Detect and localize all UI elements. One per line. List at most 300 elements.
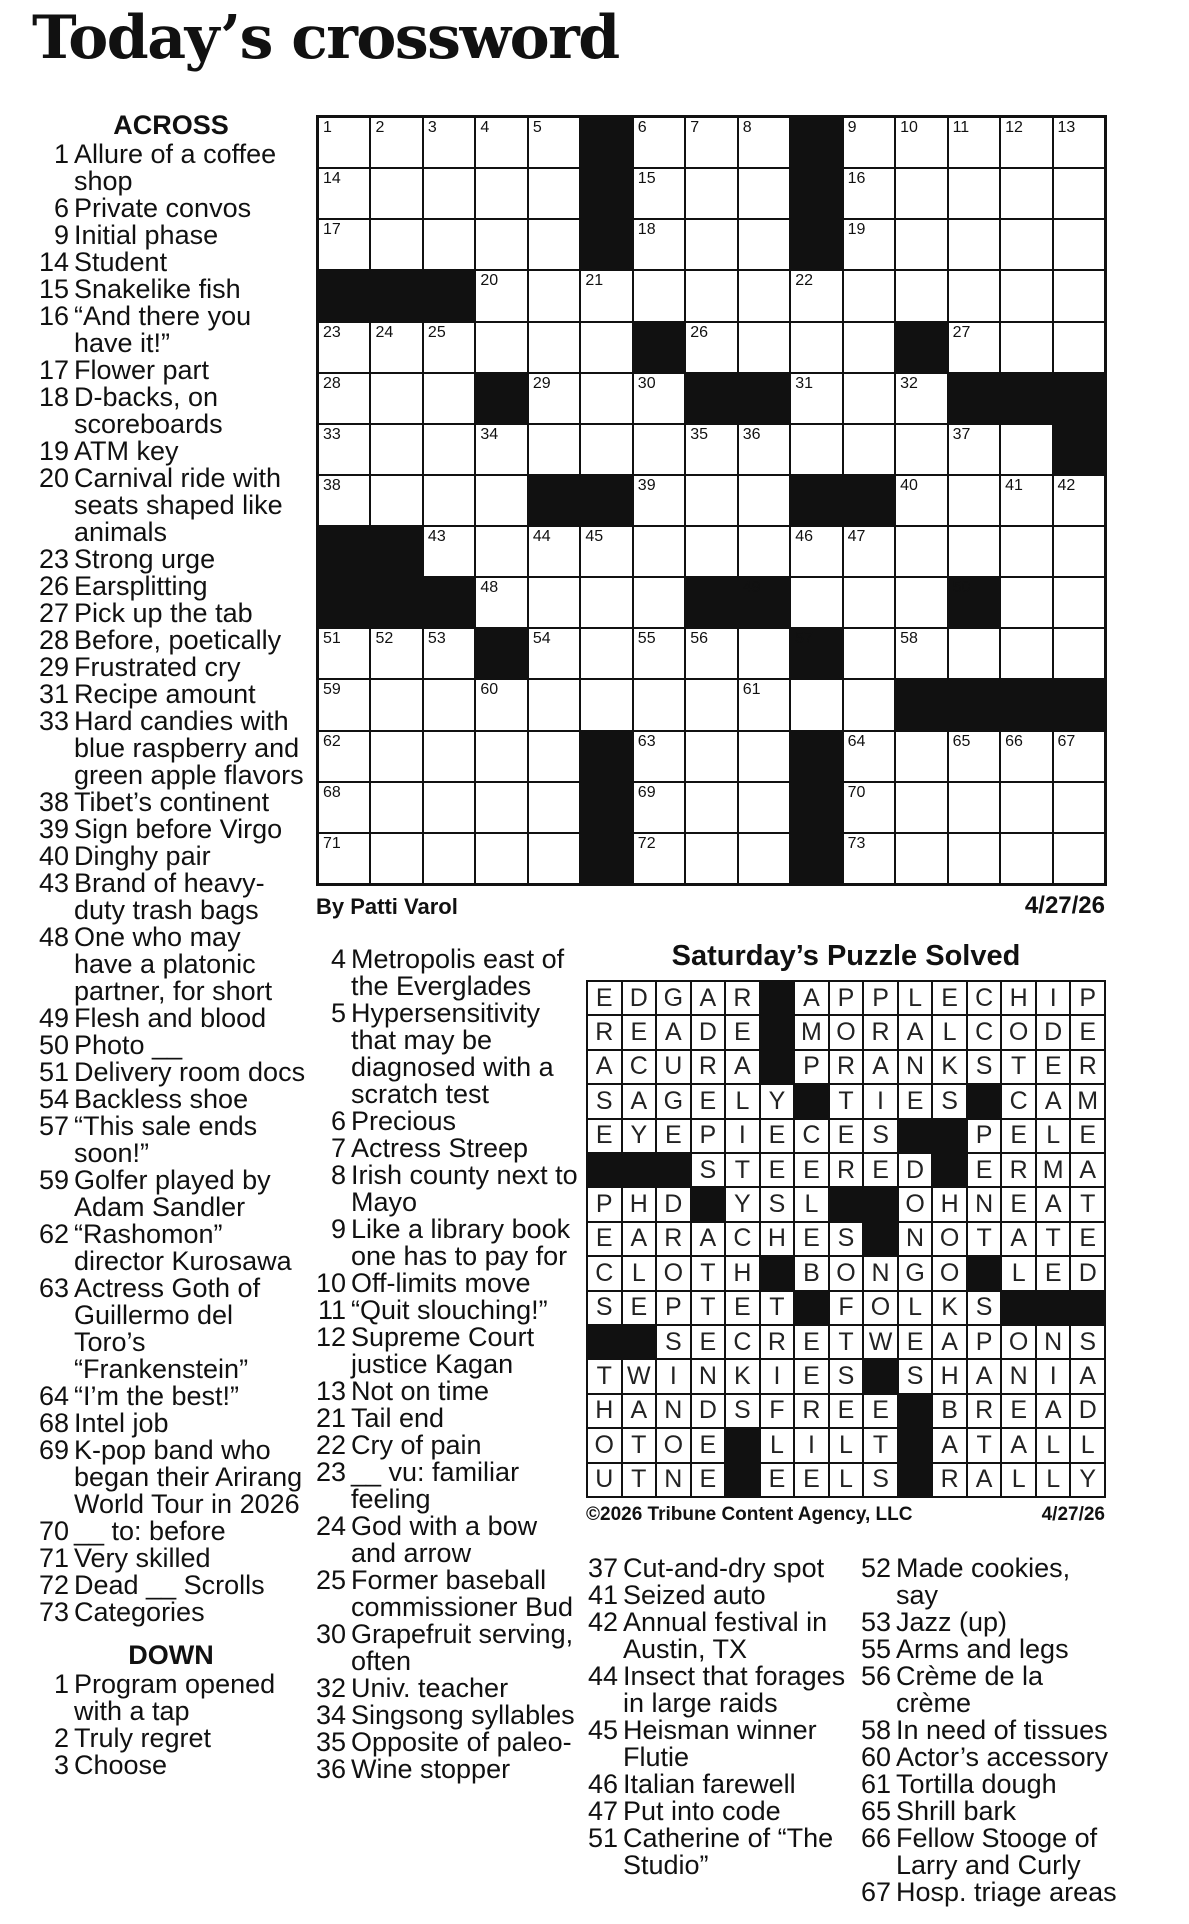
solution-letter: C bbox=[968, 1016, 1001, 1048]
cell-number: 49 bbox=[742, 579, 761, 597]
clue-item bbox=[858, 1825, 1118, 1879]
grid-cell bbox=[634, 680, 684, 729]
clue-text: Fellow Stooge of Larry and Curly bbox=[896, 1823, 1098, 1880]
solution-letter: O bbox=[1002, 1016, 1035, 1048]
grid-cell bbox=[949, 732, 999, 781]
grid-cell bbox=[844, 169, 894, 218]
grid-cell bbox=[739, 271, 789, 320]
solution-letter: T bbox=[864, 1429, 897, 1461]
solution-letter: P bbox=[864, 982, 897, 1014]
grid-cell bbox=[371, 169, 421, 218]
clue-number: 69 bbox=[38, 1435, 69, 1465]
grid-cell bbox=[791, 323, 841, 372]
solution-letter: L bbox=[1002, 1257, 1035, 1289]
black-square bbox=[371, 527, 421, 576]
clue-number: 36 bbox=[315, 1754, 346, 1784]
clue-number: 51 bbox=[38, 1057, 69, 1087]
solution-letter: S bbox=[657, 1326, 690, 1358]
black-square bbox=[791, 783, 841, 832]
solution-letter: P bbox=[1071, 982, 1104, 1014]
solution-black-square bbox=[864, 1188, 897, 1220]
clue-item bbox=[313, 946, 578, 1000]
cell-number: 8 bbox=[742, 119, 752, 136]
grid-cell bbox=[844, 783, 894, 832]
clue-item bbox=[36, 627, 306, 654]
solution-letter: Y bbox=[761, 1085, 794, 1117]
solution-letter: R bbox=[761, 1326, 794, 1358]
solution-letter: M bbox=[1071, 1085, 1104, 1117]
solution-letter: S bbox=[588, 1085, 621, 1117]
solution-letter: R bbox=[864, 1016, 897, 1048]
grid-cell bbox=[319, 220, 369, 269]
grid-cell bbox=[424, 118, 474, 167]
solution-letter: W bbox=[623, 1360, 656, 1392]
black-square bbox=[1001, 374, 1051, 423]
solution-letter: F bbox=[761, 1395, 794, 1427]
clue-text: Backless shoe bbox=[74, 1084, 249, 1114]
grid-cell bbox=[371, 323, 421, 372]
grid-cell bbox=[844, 578, 894, 627]
solution-letter: E bbox=[1071, 1120, 1104, 1152]
solution-letter: R bbox=[692, 1051, 725, 1083]
clue-text: Singsong syllables bbox=[351, 1700, 575, 1730]
cell-number: 5 bbox=[532, 119, 542, 136]
clue-text: Brand of heavy-duty trash bags bbox=[74, 868, 265, 925]
grid-cell bbox=[424, 323, 474, 372]
solution-letter: A bbox=[795, 982, 828, 1014]
cell-number: 39 bbox=[637, 476, 656, 494]
grid-cell bbox=[371, 680, 421, 729]
clue-number: 6 bbox=[330, 1106, 346, 1136]
solution-black-square bbox=[623, 1154, 656, 1186]
grid-cell bbox=[581, 527, 631, 576]
grid-cell bbox=[896, 783, 946, 832]
grid-cell bbox=[424, 169, 474, 218]
clue-text: One who may have a platonic partner, for short bbox=[74, 922, 273, 1006]
solution-letter: L bbox=[899, 1292, 932, 1324]
solution-letter: H bbox=[726, 1257, 759, 1289]
grid-cell bbox=[844, 323, 894, 372]
grid-cell bbox=[1001, 578, 1051, 627]
grid-cell bbox=[896, 220, 946, 269]
solution-black-square bbox=[968, 1257, 1001, 1289]
clue-item bbox=[36, 1221, 306, 1275]
solution-letter: E bbox=[761, 1154, 794, 1186]
solution-letter: A bbox=[588, 1051, 621, 1083]
clue-item bbox=[313, 1513, 578, 1567]
clue-number: 32 bbox=[315, 1673, 346, 1703]
clue-item bbox=[313, 1000, 578, 1108]
solution-letter: E bbox=[864, 1395, 897, 1427]
black-square bbox=[949, 680, 999, 729]
solution-letter: S bbox=[968, 1292, 1001, 1324]
clue-text: Carnival ride with seats shaped like animals bbox=[74, 463, 283, 547]
grid-cell bbox=[634, 834, 684, 883]
cell-number: 42 bbox=[1057, 476, 1076, 494]
solution-letter: K bbox=[726, 1360, 759, 1392]
clue-item bbox=[858, 1663, 1118, 1717]
clue-text: __ to: before bbox=[74, 1516, 226, 1546]
black-square bbox=[791, 476, 841, 525]
grid-cell bbox=[424, 220, 474, 269]
cell-number: 15 bbox=[637, 170, 656, 188]
clue-text: Off-limits move bbox=[351, 1268, 531, 1298]
solution-letter: E bbox=[1002, 1188, 1035, 1220]
solution-letter: F bbox=[830, 1292, 863, 1324]
clue-number: 58 bbox=[860, 1715, 891, 1745]
solution-letter: E bbox=[657, 1120, 690, 1152]
clue-text: Frustrated cry bbox=[74, 652, 241, 682]
grid-cell bbox=[634, 783, 684, 832]
black-square bbox=[1054, 425, 1104, 474]
clue-item bbox=[585, 1717, 855, 1771]
solution-letter: A bbox=[1071, 1360, 1104, 1392]
black-square bbox=[476, 374, 526, 423]
grid-cell bbox=[896, 527, 946, 576]
grid-cell bbox=[529, 578, 579, 627]
solution-letter: R bbox=[1071, 1051, 1104, 1083]
clue-item bbox=[36, 1032, 306, 1059]
solution-letter: L bbox=[726, 1085, 759, 1117]
grid-cell bbox=[476, 169, 526, 218]
grid-cell bbox=[844, 680, 894, 729]
across-header: ACROSS bbox=[113, 110, 229, 140]
clue-item bbox=[858, 1798, 1118, 1825]
solution-letter: E bbox=[623, 1292, 656, 1324]
cell-number: 43 bbox=[427, 528, 446, 546]
grid-cell bbox=[371, 476, 421, 525]
solution-letter: I bbox=[1037, 982, 1070, 1014]
clue-item bbox=[36, 708, 306, 789]
solution-letter: K bbox=[933, 1292, 966, 1324]
grid-cell bbox=[581, 629, 631, 678]
page-title: Today’s crossword bbox=[32, 3, 619, 73]
solution-black-square bbox=[968, 1085, 1001, 1117]
cell-number: 26 bbox=[690, 323, 709, 341]
solution-letter: A bbox=[726, 1051, 759, 1083]
grid-cell bbox=[581, 271, 631, 320]
solution-letter: E bbox=[761, 1120, 794, 1152]
solution-letter: L bbox=[1071, 1429, 1104, 1461]
clue-number: 1 bbox=[53, 1669, 69, 1699]
black-square bbox=[791, 629, 841, 678]
puzzle-date: 4/27/26 bbox=[1024, 892, 1105, 919]
grid-cell bbox=[896, 629, 946, 678]
clue-number: 4 bbox=[330, 944, 346, 974]
solution-letter: E bbox=[726, 1016, 759, 1048]
clue-number: 13 bbox=[315, 1376, 346, 1406]
cell-number: 44 bbox=[532, 528, 551, 546]
cell-number: 58 bbox=[900, 630, 918, 648]
solution-letter: L bbox=[899, 982, 932, 1014]
solution-letter: N bbox=[968, 1188, 1001, 1220]
solution-letter: A bbox=[1037, 1085, 1070, 1117]
across-clue-list bbox=[36, 141, 306, 1626]
grid-cell bbox=[949, 271, 999, 320]
solution-letter: G bbox=[899, 1257, 932, 1289]
cell-number: 24 bbox=[375, 323, 394, 341]
cell-number: 47 bbox=[847, 528, 866, 546]
cell-number: 27 bbox=[952, 323, 971, 341]
grid-cell bbox=[1054, 527, 1104, 576]
solution-letter: A bbox=[692, 1223, 725, 1255]
grid-cell bbox=[319, 732, 369, 781]
solution-letter: I bbox=[761, 1360, 794, 1392]
grid-cell bbox=[949, 220, 999, 269]
clue-item bbox=[36, 600, 306, 627]
clue-number: 65 bbox=[860, 1796, 891, 1826]
cell-number: 59 bbox=[323, 681, 341, 699]
cell-number: 32 bbox=[900, 374, 918, 392]
clue-number: 5 bbox=[330, 998, 346, 1028]
grid-cell bbox=[844, 118, 894, 167]
grid-cell bbox=[1054, 271, 1104, 320]
grid-cell bbox=[844, 374, 894, 423]
clue-item bbox=[313, 1702, 578, 1729]
solution-letter: A bbox=[968, 1360, 1001, 1392]
grid-cell bbox=[844, 629, 894, 678]
solution-letter: T bbox=[1071, 1188, 1104, 1220]
solution-letter: D bbox=[623, 982, 656, 1014]
solution-letter: T bbox=[623, 1464, 656, 1496]
clue-item bbox=[313, 1675, 578, 1702]
clue-item bbox=[36, 870, 306, 924]
cell-number: 71 bbox=[323, 834, 341, 852]
solution-letter: E bbox=[692, 1326, 725, 1358]
solution-letter: A bbox=[899, 1016, 932, 1048]
solution-letter: T bbox=[968, 1429, 1001, 1461]
solution-letter: H bbox=[761, 1223, 794, 1255]
grid-cell bbox=[581, 680, 631, 729]
solution-letter: A bbox=[623, 1223, 656, 1255]
grid-cell bbox=[739, 169, 789, 218]
solution-letter: P bbox=[830, 982, 863, 1014]
grid-cell bbox=[686, 323, 736, 372]
grid-cell bbox=[739, 425, 789, 474]
clue-item bbox=[313, 1270, 578, 1297]
solution-letter: E bbox=[761, 1464, 794, 1496]
cell-number: 33 bbox=[323, 425, 341, 443]
clue-text: Photo __ bbox=[74, 1030, 183, 1060]
grid-cell bbox=[844, 834, 894, 883]
solution-letter: S bbox=[761, 1188, 794, 1220]
clue-number: 21 bbox=[315, 1403, 346, 1433]
black-square bbox=[791, 118, 841, 167]
grid-cell bbox=[1054, 629, 1104, 678]
grid-cell bbox=[686, 220, 736, 269]
grid-cell bbox=[319, 374, 369, 423]
solution-black-square bbox=[795, 1292, 828, 1324]
solution-black-square bbox=[726, 1429, 759, 1461]
clue-number: 51 bbox=[587, 1823, 618, 1853]
clue-item bbox=[313, 1378, 578, 1405]
clue-number: 29 bbox=[38, 652, 69, 682]
clue-text: Allure of a coffee shop bbox=[74, 139, 277, 196]
clue-item bbox=[36, 573, 306, 600]
solution-letter: A bbox=[623, 1085, 656, 1117]
black-square bbox=[319, 578, 369, 627]
grid-cell bbox=[1001, 732, 1051, 781]
solution-black-square bbox=[761, 1016, 794, 1048]
black-square bbox=[896, 323, 946, 372]
clue-text: Precious bbox=[351, 1106, 457, 1136]
clue-text: Actor’s accessory bbox=[896, 1742, 1109, 1772]
clue-text: Cry of pain bbox=[351, 1430, 482, 1460]
clue-number: 64 bbox=[38, 1381, 69, 1411]
grid-cell bbox=[529, 220, 579, 269]
solution-letter: L bbox=[1037, 1464, 1070, 1496]
grid-cell bbox=[371, 783, 421, 832]
clue-number: 6 bbox=[53, 193, 69, 223]
clue-number: 15 bbox=[38, 274, 69, 304]
cell-number: 2 bbox=[375, 119, 385, 136]
clue-number: 38 bbox=[38, 787, 69, 817]
solution-letter: N bbox=[899, 1223, 932, 1255]
black-square bbox=[1054, 680, 1104, 729]
grid-cell bbox=[791, 425, 841, 474]
solution-letter: E bbox=[795, 1326, 828, 1358]
clue-number: 3 bbox=[53, 1750, 69, 1780]
clue-number: 70 bbox=[38, 1516, 69, 1546]
grid-cell bbox=[686, 476, 736, 525]
clues-column-4 bbox=[858, 1555, 1118, 1906]
clue-number: 7 bbox=[330, 1133, 346, 1163]
solution-letter: E bbox=[1071, 1223, 1104, 1255]
clue-item bbox=[36, 357, 306, 384]
solution-letter: N bbox=[692, 1360, 725, 1392]
black-square bbox=[371, 578, 421, 627]
cell-number: 19 bbox=[847, 221, 866, 239]
solution-letter: I bbox=[1037, 1360, 1070, 1392]
solution-letter: C bbox=[968, 982, 1001, 1014]
grid-cell bbox=[1001, 527, 1051, 576]
solution-letter: M bbox=[1037, 1154, 1070, 1186]
clue-number: 48 bbox=[38, 922, 69, 952]
solution-letter: N bbox=[657, 1464, 690, 1496]
grid-cell bbox=[1001, 220, 1051, 269]
cell-number: 48 bbox=[480, 579, 499, 597]
clue-text: Initial phase bbox=[74, 220, 219, 250]
grid-cell bbox=[476, 220, 526, 269]
grid-cell bbox=[424, 732, 474, 781]
clue-item bbox=[585, 1771, 855, 1798]
solution-black-square bbox=[795, 1085, 828, 1117]
grid-cell bbox=[529, 783, 579, 832]
solution-letter: E bbox=[1037, 1257, 1070, 1289]
solution-letter: A bbox=[657, 1016, 690, 1048]
clue-number: 40 bbox=[38, 841, 69, 871]
grid-cell bbox=[686, 783, 736, 832]
clue-text: Put into code bbox=[623, 1796, 781, 1826]
clue-text: “This sale ends soon!” bbox=[74, 1111, 258, 1168]
grid-cell bbox=[1054, 834, 1104, 883]
solution-letter: S bbox=[1071, 1326, 1104, 1358]
clue-item bbox=[36, 1410, 306, 1437]
grid-cell bbox=[371, 425, 421, 474]
grid-cell bbox=[476, 323, 526, 372]
grid-cell bbox=[371, 629, 421, 678]
clue-text: Private convos bbox=[74, 193, 252, 223]
clue-text: Tortilla dough bbox=[896, 1769, 1057, 1799]
clue-number: 16 bbox=[38, 301, 69, 331]
solution-letter: S bbox=[864, 1464, 897, 1496]
clue-number: 39 bbox=[38, 814, 69, 844]
grid-cell bbox=[476, 732, 526, 781]
clue-number: 14 bbox=[38, 247, 69, 277]
grid-cell bbox=[949, 425, 999, 474]
clue-number: 71 bbox=[38, 1543, 69, 1573]
grid-cell bbox=[1001, 425, 1051, 474]
grid-cell bbox=[1001, 118, 1051, 167]
solution-letter: R bbox=[830, 1154, 863, 1186]
clue-number: 1 bbox=[53, 139, 69, 169]
solution-letter: C bbox=[726, 1223, 759, 1255]
cell-number: 65 bbox=[952, 732, 971, 750]
solution-letter: H bbox=[933, 1360, 966, 1392]
clue-text: Flesh and blood bbox=[74, 1003, 267, 1033]
solution-black-square bbox=[899, 1429, 932, 1461]
grid-cell bbox=[319, 834, 369, 883]
solution-letter: R bbox=[968, 1395, 1001, 1427]
clue-item bbox=[858, 1879, 1118, 1906]
solution-letter: E bbox=[830, 1395, 863, 1427]
clue-text: Crème de la crème bbox=[896, 1661, 1044, 1718]
clue-text: Arms and legs bbox=[896, 1634, 1069, 1664]
grid-cell bbox=[476, 527, 526, 576]
grid-cell bbox=[949, 834, 999, 883]
grid-cell bbox=[1054, 118, 1104, 167]
clue-text: Made cookies, say bbox=[896, 1553, 1071, 1610]
cell-number: 57 bbox=[795, 630, 813, 648]
solution-letter: I bbox=[795, 1429, 828, 1461]
solution-letter: L bbox=[761, 1429, 794, 1461]
clue-number: 56 bbox=[860, 1661, 891, 1691]
grid-cell bbox=[634, 629, 684, 678]
clue-number: 2 bbox=[53, 1723, 69, 1753]
solution-letter: K bbox=[933, 1051, 966, 1083]
grid-cell bbox=[319, 476, 369, 525]
cell-number: 25 bbox=[427, 323, 446, 341]
grid-cell bbox=[424, 783, 474, 832]
clue-item bbox=[858, 1609, 1118, 1636]
grid-cell bbox=[739, 834, 789, 883]
solution-letter: T bbox=[830, 1326, 863, 1358]
cell-number: 41 bbox=[1005, 476, 1023, 494]
grid-cell bbox=[844, 271, 894, 320]
solution-letter: I bbox=[726, 1120, 759, 1152]
clue-number: 33 bbox=[38, 706, 69, 736]
solution-letter: E bbox=[1037, 1051, 1070, 1083]
clue-item bbox=[36, 1599, 306, 1626]
clue-item bbox=[36, 222, 306, 249]
solution-letter: R bbox=[933, 1464, 966, 1496]
grid-cell bbox=[896, 834, 946, 883]
clue-number: 55 bbox=[860, 1634, 891, 1664]
solution-black-square bbox=[933, 1154, 966, 1186]
black-square bbox=[1001, 680, 1051, 729]
grid-cell bbox=[686, 271, 736, 320]
solution-letter: L bbox=[1002, 1464, 1035, 1496]
cell-number: 63 bbox=[637, 732, 656, 750]
clue-item bbox=[858, 1555, 1118, 1609]
clue-text: God with a bow and arrow bbox=[351, 1511, 538, 1568]
clue-text: D-backs, on scoreboards bbox=[74, 382, 223, 439]
clue-number: 57 bbox=[38, 1111, 69, 1141]
solution-letter: D bbox=[657, 1188, 690, 1220]
clue-text: Snakelike fish bbox=[74, 274, 241, 304]
solution-letter: S bbox=[830, 1360, 863, 1392]
solution-letter: I bbox=[657, 1360, 690, 1392]
